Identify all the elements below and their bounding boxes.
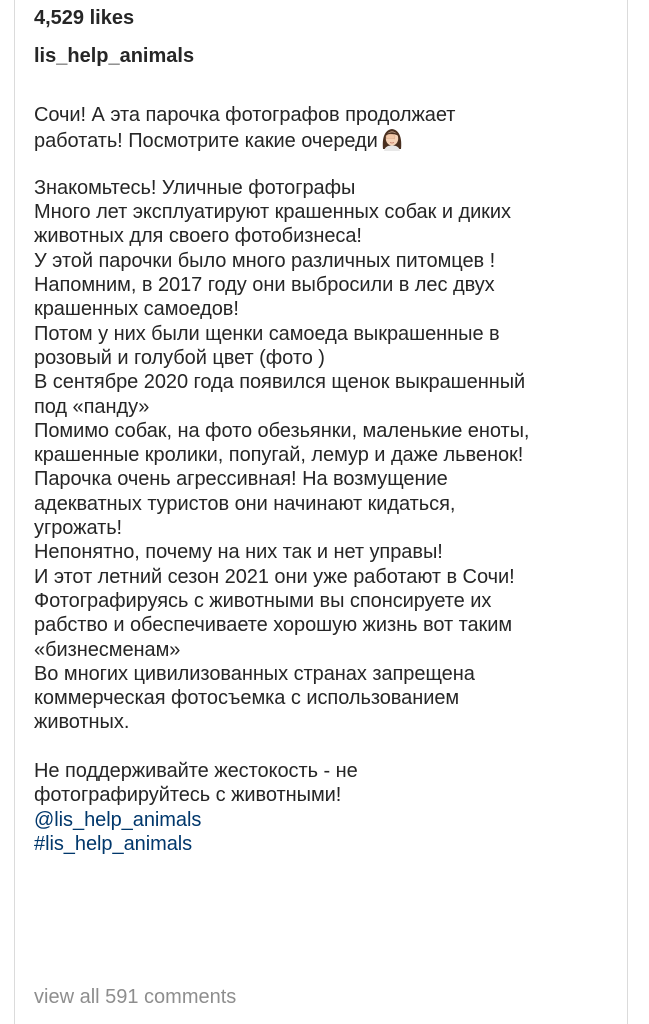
caption-line: Во многих цивилизованных странах запрещена <box>34 662 475 685</box>
caption-line: Сочи! А эта парочка фотографов продолжает <box>34 104 456 126</box>
caption-line: В сентябре 2020 года появился щенок выкрашенный <box>34 371 526 394</box>
likes-count[interactable]: 4,529 likes <box>34 7 135 29</box>
post-caption <box>34 103 624 856</box>
caption-line: крашенных самоедов! <box>34 298 239 321</box>
caption-spacer <box>34 735 624 759</box>
caption-line: Не поддерживайте жестокость - не <box>34 760 358 783</box>
caption-line-text: работать! Посмотрите какие очереди <box>34 130 378 153</box>
caption-line: под «панду» <box>34 395 150 418</box>
caption-line: коммерческая фотосъемка с использованием <box>34 687 460 710</box>
caption-line: животных для своего фотобизнеса! <box>34 225 362 248</box>
woman-facepalming-icon <box>379 127 405 151</box>
post-username[interactable]: lis_help_animals <box>34 45 195 67</box>
caption-line: Помимо собак, на фото обезьянки, маленькие еноты, <box>34 419 530 442</box>
caption-line-with-emoji <box>34 127 624 151</box>
caption-line: адекватных туристов они начинают кидаться, <box>34 492 456 515</box>
caption-line: угрожать! <box>34 517 123 540</box>
caption-line: Много лет эксплуатируют крашенных собак и диких <box>34 201 511 224</box>
caption-line: Потом у них были щенки самоеда выкрашенные в <box>34 322 500 345</box>
caption-line: розовый и голубой цвет (фото ) <box>34 346 325 369</box>
caption-line: «бизнесменам» <box>34 638 181 661</box>
mention-link[interactable]: @lis_help_animals <box>34 808 202 831</box>
caption-line: фотографируйтесь с животными! <box>34 784 342 807</box>
caption-spacer <box>34 152 624 176</box>
caption-line: Непонятно, почему на них так и нет управы! <box>34 541 443 564</box>
caption-line: Напомним, в 2017 году они выбросили в лес двух <box>34 274 495 297</box>
caption-line: И этот летний сезон 2021 они уже работают в Сочи! <box>34 565 515 588</box>
caption-line: Знакомьтесь! Уличные фотографы <box>34 176 356 199</box>
caption-line: рабство и обеспечиваете хорошую жизнь вот таким <box>34 614 513 637</box>
view-comments-link[interactable]: view all 591 comments <box>34 986 237 1008</box>
caption-line: Фотографируясь с животными вы спонсируете их <box>34 589 492 612</box>
hashtag-link[interactable]: #lis_help_animals <box>34 832 193 855</box>
caption-line: крашенные кролики, попугай, лемур и даже львенок! <box>34 444 524 467</box>
caption-line: У этой парочки было много различных питомцев ! <box>34 249 496 272</box>
caption-body <box>34 176 624 735</box>
caption-line: Парочка очень агрессивная! На возмущение <box>34 468 448 491</box>
caption-line: животных. <box>34 711 130 734</box>
